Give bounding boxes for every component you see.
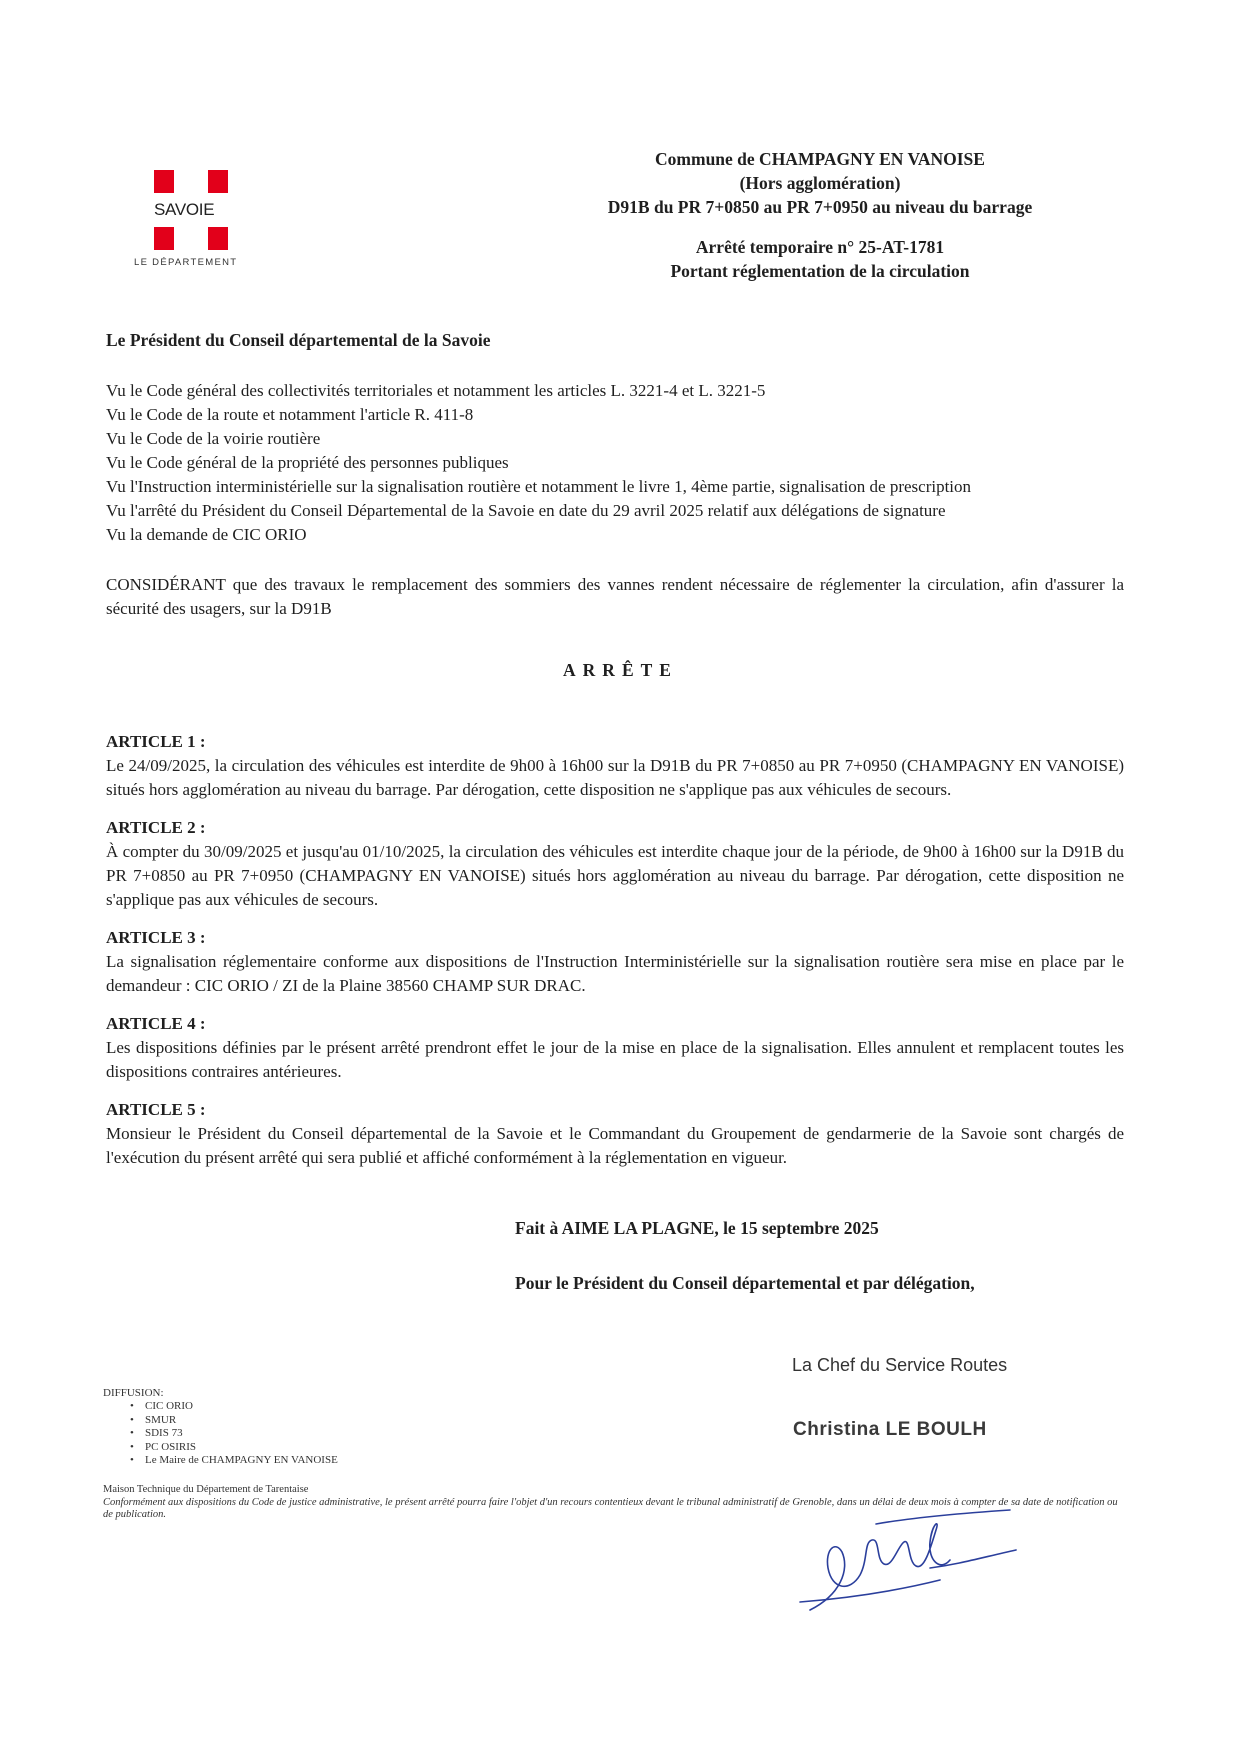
footer-legal: Conformément aux dispositions du Code de justice administrative, le présent arrêté pourra faire l'objet d'un recours contentieux devant le tribunal administratif de Grenoble, dans un délai de deux mois à compter de sa date de notification ou de publication.	[103, 1496, 1118, 1520]
header-agglomeration: (Hors agglomération)	[739, 173, 901, 193]
header-subject: Portant réglementation de la circulation	[670, 261, 970, 281]
vu-line: Vu le Code général des collectivités territoriales et notamment les articles L. 3221-4 et L. 3221-5	[106, 381, 766, 400]
president-title: Le Président du Conseil départemental de la Savoie	[106, 330, 491, 350]
article-title: ARTICLE 2 :	[106, 818, 206, 837]
article-title: ARTICLE 4 :	[106, 1014, 206, 1033]
articles	[106, 730, 1124, 1184]
article-title: ARTICLE 5 :	[106, 1100, 206, 1119]
diffusion-item: • SMUR	[145, 1414, 338, 1427]
arrete-heading: ARRÊTE	[563, 660, 678, 680]
diffusion-item: • SDIS 73	[145, 1427, 338, 1440]
logo-square	[208, 227, 228, 250]
handwritten-signature	[780, 1480, 1040, 1620]
vu-line: Vu le Code de la voirie routière	[106, 429, 321, 448]
signature-strokes	[800, 1510, 1016, 1610]
logo-square	[208, 170, 228, 193]
vu-list	[106, 379, 971, 547]
diffusion-item: • PC OSIRIS	[145, 1441, 338, 1454]
signatory-name: Christina LE BOULH	[793, 1419, 987, 1440]
diffusion-label: DIFFUSION:	[103, 1387, 164, 1399]
logo-square	[154, 170, 174, 193]
vu-line: Vu la demande de CIC ORIO	[106, 525, 307, 544]
article-title: ARTICLE 1 :	[106, 732, 206, 751]
logo-name: SAVOIE	[154, 200, 215, 219]
article-body: À compter du 30/09/2025 et jusqu'au 01/10/2025, la circulation des véhicules est interdite chaque jour de la période, de 9h00 à 16h00 sur la D91B du PR 7+0850 au PR 7+0950 (CHAMPAGNY EN VANOISE) situés hors agglomération au niveau du barrage. Par dérogation, cette disposition ne s'applique pas aux véhicules de secours.	[106, 842, 1124, 909]
article	[106, 1098, 1124, 1170]
article-body: La signalisation réglementaire conforme aux dispositions de l'Instruction Interministérielle sur la signalisation routière sera mise en place par le demandeur : CIC ORIO / ZI de la Plaine 38560 CHAMP SUR DRAC.	[106, 952, 1124, 995]
header-commune: Commune de CHAMPAGNY EN VANOISE	[655, 149, 985, 169]
vu-line: Vu le Code de la route et notamment l'article R. 411-8	[106, 405, 474, 424]
header-arrete-number: Arrêté temporaire n° 25-AT-1781	[695, 237, 945, 257]
article	[106, 730, 1124, 802]
footer-office: Maison Technique du Département de Tarentaise	[103, 1484, 309, 1495]
vu-line: Vu le Code général de la propriété des personnes publiques	[106, 453, 509, 472]
diffusion-item: • Le Maire de CHAMPAGNY EN VANOISE	[145, 1454, 338, 1467]
article	[106, 1012, 1124, 1084]
logo-square	[154, 227, 174, 250]
document-header	[540, 147, 1100, 283]
article-title: ARTICLE 3 :	[106, 928, 206, 947]
logo-subtitle: LE DÉPARTEMENT	[134, 257, 238, 268]
diffusion-item: • CIC ORIO	[145, 1400, 338, 1413]
place-date: Fait à AIME LA PLAGNE, le 15 septembre 2025	[515, 1218, 879, 1238]
article-body: Le 24/09/2025, la circulation des véhicules est interdite de 9h00 à 16h00 sur la D91B du PR 7+0850 au PR 7+0950 (CHAMPAGNY EN VANOISE) situés hors agglomération au niveau du barrage. Par dérogation, cette disposition ne s'applique pas aux véhicules de secours.	[106, 756, 1124, 799]
considerant-paragraph: CONSIDÉRANT que des travaux le remplacement des sommiers des vannes rendent nécessaire de réglementer la circulation, afin d'assurer la sécurité des usagers, sur la D91B	[106, 575, 1124, 618]
article-body: Monsieur le Président du Conseil départemental de la Savoie et le Commandant du Groupement de gendarmerie de la Savoie sont chargés de l'exécution du présent arrêté qui sera publié et affiché conformément à la réglementation en vigueur.	[106, 1124, 1124, 1167]
savoie-logo	[130, 170, 260, 280]
article	[106, 926, 1124, 998]
signatory-role: La Chef du Service Routes	[792, 1355, 1008, 1375]
diffusion-list	[103, 1387, 338, 1467]
article-body: Les dispositions définies par le présent arrêté prendront effet le jour de la mise en place de la signalisation. Elles annulent et remplacent toutes les dispositions contraires antérieures.	[106, 1038, 1124, 1081]
vu-line: Vu l'Instruction interministérielle sur la signalisation routière et notamment le livre 1, 4ème partie, signalisation de prescription	[106, 477, 972, 496]
header-road: D91B du PR 7+0850 au PR 7+0950 au niveau du barrage	[607, 197, 1033, 217]
article	[106, 816, 1124, 912]
delegation-line: Pour le Président du Conseil départemental et par délégation,	[515, 1273, 975, 1293]
vu-line: Vu l'arrêté du Président du Conseil Départemental de la Savoie en date du 29 avril 2025 relatif aux délégations de signature	[106, 501, 946, 520]
